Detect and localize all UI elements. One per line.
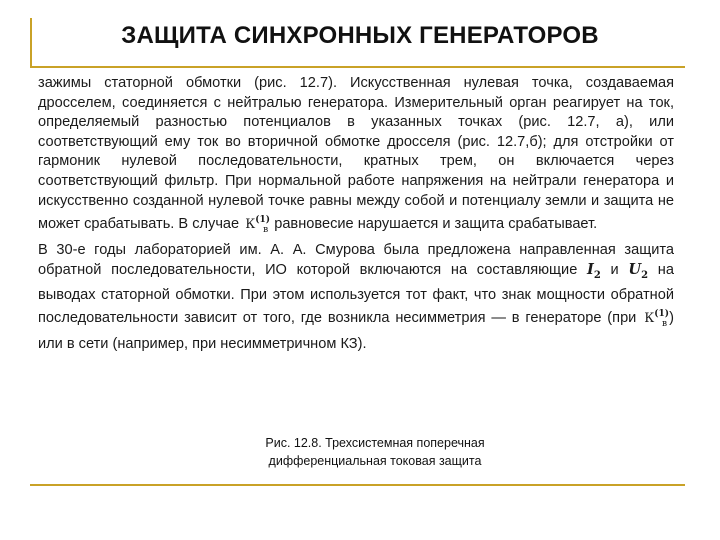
- footer-line: [30, 484, 685, 486]
- variable-i2: [587, 261, 601, 282]
- formula-sub: в: [263, 225, 269, 236]
- paragraph-2-text-a: В 30-е годы лабораторией им. А. А. Смурова была предложена направленная защита обратной последовательности, ИО которой включаются на составляющие: [38, 241, 674, 279]
- variable-u2: [628, 261, 649, 282]
- paragraph-2: [38, 241, 674, 355]
- formula-sup: (1): [255, 215, 271, 226]
- formula-k-fault-inline: [642, 305, 669, 335]
- paragraph-1: [38, 74, 674, 241]
- body-text: [38, 74, 674, 355]
- figure-caption: [240, 434, 510, 470]
- formula-base: К: [245, 217, 256, 233]
- variable-u2-index: 2: [641, 270, 649, 282]
- formula-k-fault: [243, 211, 270, 241]
- paragraph-2-text-c: на выводах статорной обмотки. При этом используется тот факт, что знак мощности обратной последовательности зависит от того, где возникла несимметрия — в генераторе (при: [38, 262, 674, 327]
- paragraph-2-text-d: ) или в сети (например, при несимметричном КЗ).: [38, 310, 674, 353]
- formula-inline-base: К: [644, 311, 655, 327]
- paragraph-1-text-b: равновесие нарушается и защита срабатывает.: [274, 216, 598, 233]
- figure-caption-line-2: дифференциальная токовая защита: [268, 454, 482, 468]
- slide-title: ЗАЩИТА СИНХРОННЫХ ГЕНЕРАТОРОВ: [121, 22, 599, 49]
- figure-caption-line-1: Рис. 12.8. Трехсистемная поперечная: [265, 436, 485, 450]
- title-frame-bottom-line: [30, 66, 685, 68]
- paragraph-1-text-a: зажимы статорной обмотки (рис. 12.7). Искусственная нулевая точка, создаваемая дросселем, соединяется с нейтралью генератора. Измерительный орган реагирует на ток, определяемый разностью потенциалов в указанных точках (рис. 12.7, а), или соответствующий ему ток во вторичной обмотке дросселя (рис. 12.7,б); для отстройки от гармоник нулевой последовательности, кратных трем, он включается через соответствующий фильтр. При нормальной работе напряжения на нейтрали генератора и искусственно созданной нулевой точке равны между собой и потенциалу земли и защита не может срабатывать. В случае: [38, 75, 674, 233]
- formula-inline-sup: (1): [654, 309, 670, 320]
- formula-inline-sub: в: [662, 319, 668, 330]
- variable-i2-index: 2: [593, 270, 601, 282]
- variable-i2-letter: I: [587, 261, 594, 279]
- variable-u2-letter: U: [628, 261, 642, 279]
- paragraph-2-text-b: и: [610, 262, 619, 279]
